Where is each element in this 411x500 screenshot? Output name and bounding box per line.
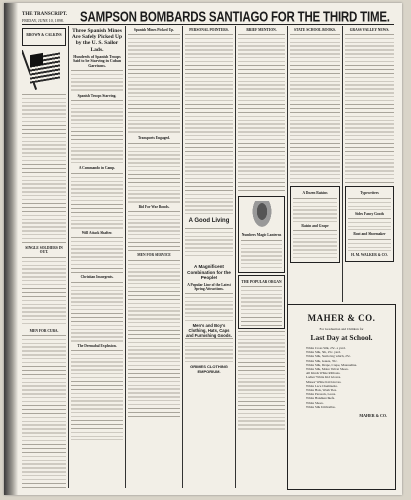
- section-heading: Bid For War Bonds.: [138, 204, 170, 209]
- lanterns-ad-title: Numbers Magic Lanterns: [241, 233, 282, 238]
- list-item: Ladies' White Kid Gloves.: [306, 375, 341, 380]
- paper-name: THE TRANSCRIPT.: [22, 12, 68, 17]
- section-heading: GRASS VALLEY NEWS.: [349, 28, 390, 32]
- organ-ad: [238, 275, 285, 329]
- section-heading: Transports Engaged.: [137, 136, 171, 141]
- column-rule: [182, 26, 183, 488]
- column-rule: [235, 26, 236, 488]
- section-heading: Will Attack Shafter.: [81, 230, 113, 235]
- shoemaker-ad-title: Boot and Shoemaker: [353, 232, 386, 237]
- section-heading: Christian Insurgents.: [80, 275, 114, 280]
- article-text: [71, 70, 123, 92]
- lead-headline: Three Spanish Mines Are Safely Picked Up by the U. S. Sailor Lads.: [71, 28, 123, 53]
- list-item: White Hats, Wash Ties.: [306, 388, 337, 393]
- lanterns-ad: [238, 196, 285, 272]
- article-text: [290, 34, 340, 184]
- column-6: [290, 26, 340, 302]
- list-item: White Silk Umbrellas.: [306, 404, 336, 409]
- article-text: [185, 228, 233, 258]
- section-heading: Spanish Troops Starving.: [77, 94, 117, 99]
- article-text: [22, 257, 66, 327]
- typewriters-ad-title: Typewriters: [360, 191, 379, 196]
- column-4: [185, 26, 233, 488]
- maher-ad-items: [288, 346, 395, 409]
- column-rule: [342, 26, 343, 302]
- column-rule: [125, 26, 126, 488]
- article-text: [185, 338, 233, 362]
- article-text: [22, 94, 66, 244]
- list-item: White Shoes.: [306, 400, 324, 405]
- maher-ad-name: MAHER & CO.: [307, 313, 376, 323]
- article-text: [128, 34, 180, 134]
- clothing-ad-heading: Men's and Boy's Clothing, Hats, Caps and Furnishing Goods.: [186, 323, 232, 339]
- list-item: White Silk, Drape, Crepe, Mousseline.: [306, 362, 358, 367]
- article-text: [71, 282, 123, 342]
- raisins-ad-title: A Dozen Raisins: [302, 191, 328, 196]
- date-line: FRIDAY, JUNE 10, 1898.: [22, 18, 64, 23]
- list-item: White Cross Silk, 25c. a yard.: [306, 346, 346, 350]
- newspaper-page: [4, 3, 402, 495]
- article-text: [71, 350, 123, 440]
- walker-signature: H. M. WALKER & CO.: [351, 252, 388, 257]
- list-item: White Silk, Gauze, 35c.: [306, 358, 338, 363]
- article-text: [185, 34, 233, 214]
- list-item: All Kinds White Ribbons.: [306, 371, 341, 376]
- article-text: [238, 331, 285, 431]
- portrait-illustration: [250, 201, 274, 231]
- grape-ad-title: Raisin and Grape: [301, 223, 329, 228]
- article-text: [128, 211, 180, 251]
- article-text: [22, 335, 66, 488]
- masthead: [22, 11, 394, 25]
- brown-calkins-title: BROWN & CALKINS: [26, 33, 62, 37]
- maher-ad-signature: MAHER & CO.: [359, 413, 387, 419]
- deck-headline: Hundreds of Spanish Troops Said to be Starving in Cuban Garrisons.: [72, 54, 122, 68]
- article-text: [345, 34, 394, 184]
- list-item: Misses' White Kid Gloves.: [306, 379, 342, 384]
- section-heading: STATE SCHOOL BOOKS.: [294, 28, 336, 32]
- list-item: White Handkerchiefs.: [306, 396, 335, 401]
- article-text: [71, 100, 123, 164]
- section-heading: A Commando in Camp.: [78, 166, 116, 171]
- column-1: [22, 26, 66, 488]
- combination-ad-heading: A Magnificent Combination for the People!: [187, 264, 231, 281]
- list-item: White Silk, 5th, 25c. yard.: [306, 350, 341, 355]
- article-text: [71, 173, 123, 229]
- column-rule: [68, 26, 69, 488]
- article-text: [185, 293, 233, 323]
- list-item: White Parasols, Laces.: [306, 392, 337, 397]
- maher-ad-title: Last Day at School.: [310, 333, 373, 342]
- typewriters-ad: [345, 186, 394, 262]
- combination-ad-subheading: A Popular Line of the Latest Spring Attractions.: [187, 282, 231, 292]
- page-content: [22, 11, 394, 489]
- page-binding-edge: [4, 3, 18, 495]
- section-heading: MEN FOR SERVICE: [137, 253, 171, 258]
- section-heading: Spanish Mines Picked Up.: [133, 28, 175, 32]
- section-heading: PERSONAL POINTERS.: [189, 28, 229, 32]
- list-item: White Silk, Stem ring which, 25c.: [306, 354, 351, 359]
- maher-co-ad: [287, 304, 396, 490]
- article-text: [238, 34, 285, 194]
- organ-ad-title: THE POPULAR ORGAN: [241, 279, 282, 284]
- column-5: [238, 26, 285, 488]
- list-item: White Lace Chemisette.: [306, 383, 338, 388]
- article-text: [128, 260, 180, 420]
- grimes-signature: GRIMES CLOTHING EMPORIUM.: [190, 364, 228, 375]
- good-living-ad: A Good Living: [188, 218, 230, 225]
- section-heading: The Dermabal Explosion.: [77, 343, 117, 348]
- column-2: [71, 26, 123, 488]
- section-heading: BRIEF MENTION.: [246, 28, 277, 32]
- brown-calkins-ad: [22, 28, 66, 46]
- main-headline: SAMPSON BOMBARDS SANTIAGO FOR THE THIRD TIME.: [80, 10, 390, 25]
- column-7: [345, 26, 394, 302]
- section-heading: MEN FOR CUBA.: [29, 328, 59, 333]
- fancy-goods-ad-title: Sides Fancy Goods: [355, 211, 384, 216]
- section-heading: SINGLE SOLDIERS IN OUT.: [25, 246, 63, 255]
- maher-ad-intro: For Graduation and Children for: [319, 327, 364, 331]
- article-text: [128, 143, 180, 203]
- raisins-ad: [290, 186, 340, 263]
- column-3: [128, 26, 180, 488]
- list-item: White Silk, Moire Velvet Shoes.: [306, 367, 349, 372]
- article-text: [71, 237, 123, 273]
- american-flag-illustration: [24, 49, 64, 91]
